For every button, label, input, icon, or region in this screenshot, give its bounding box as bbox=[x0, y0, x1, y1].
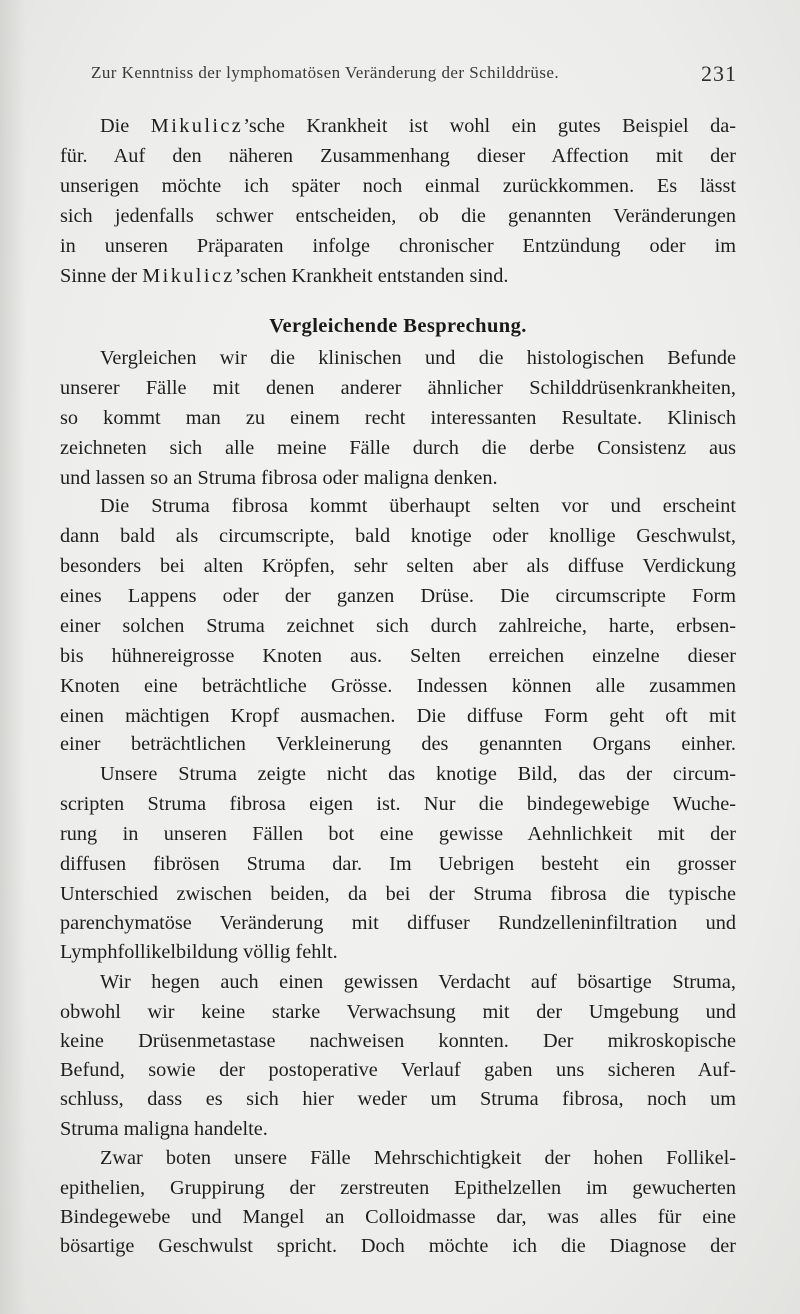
page-number: 231 bbox=[701, 61, 737, 86]
text-segment: Die bbox=[100, 115, 151, 137]
text-line: obwohl wir keine starke Verwachsung mit der Umgebung und bbox=[60, 1001, 736, 1023]
text-line: Zwar boten unsere Fälle Mehrschichtigkeit der hohen Follikel- bbox=[100, 1147, 736, 1169]
text-line: für. Auf den näheren Zusammenhang dieser Affection mit der bbox=[60, 145, 736, 167]
text-line: zeichneten sich alle meine Fälle durch die derbe Consistenz aus bbox=[60, 437, 736, 459]
text-line: Unterschied zwischen beiden, da bei der Struma fibrosa die typische bbox=[60, 883, 736, 905]
text-line bbox=[60, 262, 736, 290]
running-title: Zur Kenntniss der lymphomatösen Veränderung der Schilddrüse. bbox=[91, 63, 560, 82]
text-line: Lymphfollikelbildung völlig fehlt. bbox=[60, 941, 338, 963]
text-line: einen mächtigen Kropf ausmachen. Die diffuse Form geht oft mit bbox=[60, 705, 736, 727]
text-line: Wir hegen auch einen gewissen Verdacht auf bösartige Struma, bbox=[100, 971, 736, 993]
text-line: besonders bei alten Kröpfen, sehr selten aber als diffuse Verdickung bbox=[60, 555, 736, 577]
text-segment: ’schen Krankheit entstanden sind. bbox=[234, 265, 509, 287]
text-line: parenchymatöse Veränderung mit diffuser Rundzelleninfiltration und bbox=[60, 912, 736, 934]
text-line: schluss, dass es sich hier weder um Struma fibrosa, noch um bbox=[60, 1088, 736, 1110]
text-line: Die Struma fibrosa kommt überhaupt selten vor und erscheint bbox=[100, 495, 736, 517]
text-line: bis hühnereigrosse Knoten aus. Selten erreichen einzelne dieser bbox=[60, 645, 736, 667]
page-gutter-shadow bbox=[0, 0, 26, 1314]
text-line: epithelien, Gruppirung der zerstreuten Epithelzellen im gewucherten bbox=[60, 1177, 736, 1199]
text-line: bösartige Geschwulst spricht. Doch möchte ich die Diagnose der bbox=[60, 1235, 736, 1257]
text-segment: ’sche Krankheit ist wohl ein gutes Beispiel da- bbox=[243, 115, 736, 137]
text-line: so kommt man zu einem recht interessanten Resultate. Klinisch bbox=[60, 407, 736, 429]
text-line: rung in unseren Fällen bot eine gewisse Aehnlichkeit mit der bbox=[60, 823, 736, 845]
text-line: einer solchen Struma zeichnet sich durch zahlreiche, harte, erbsen- bbox=[60, 615, 736, 637]
text-line: diffusen fibrösen Struma dar. Im Uebrigen besteht ein grosser bbox=[60, 853, 736, 875]
author-name: Mikulicz bbox=[142, 265, 235, 287]
text-line: Vergleichen wir die klinischen und die histologischen Befunde bbox=[100, 347, 736, 369]
text-line: keine Drüsenmetastase nachweisen konnten. Der mikroskopische bbox=[60, 1030, 736, 1052]
text-segment: Sinne der bbox=[60, 265, 143, 287]
text-line: in unseren Präparaten infolge chronischer Entzündung oder im bbox=[60, 235, 736, 257]
text-line: eines Lappens oder der ganzen Drüse. Die circumscripte Form bbox=[60, 585, 736, 607]
text-line: Knoten eine beträchtliche Grösse. Indessen können alle zusammen bbox=[60, 675, 736, 697]
text-line: unserigen möchte ich später noch einmal zurückkommen. Es lässt bbox=[60, 175, 736, 197]
text-line: Bindegewebe und Mangel an Colloidmasse dar, was alles für eine bbox=[60, 1206, 736, 1228]
page-header bbox=[91, 61, 739, 87]
section-heading: Vergleichende Besprechung. bbox=[269, 315, 527, 337]
text-line: einer beträchtlichen Verkleinerung des genannten Organs einher. bbox=[60, 733, 736, 755]
text-line: scripten Struma fibrosa eigen ist. Nur die bindegewebige Wuche- bbox=[60, 793, 736, 815]
text-line: sich jedenfalls schwer entscheiden, ob die genannten Veränderungen bbox=[60, 205, 736, 227]
text-line: und lassen so an Struma fibrosa oder maligna denken. bbox=[60, 467, 498, 489]
text-line: Unsere Struma zeigte nicht das knotige Bild, das der circum- bbox=[100, 763, 736, 785]
text-line bbox=[100, 112, 736, 140]
text-line: unserer Fälle mit denen anderer ähnlicher Schilddrüsenkrankheiten, bbox=[60, 377, 736, 399]
author-name: Mikulicz bbox=[150, 115, 244, 137]
text-line: dann bald als circumscripte, bald knotige oder knollige Geschwulst, bbox=[60, 525, 736, 547]
text-line: Struma maligna handelte. bbox=[60, 1118, 268, 1140]
text-line: Befund, sowie der postoperative Verlauf gaben uns sicheren Auf- bbox=[60, 1059, 736, 1081]
